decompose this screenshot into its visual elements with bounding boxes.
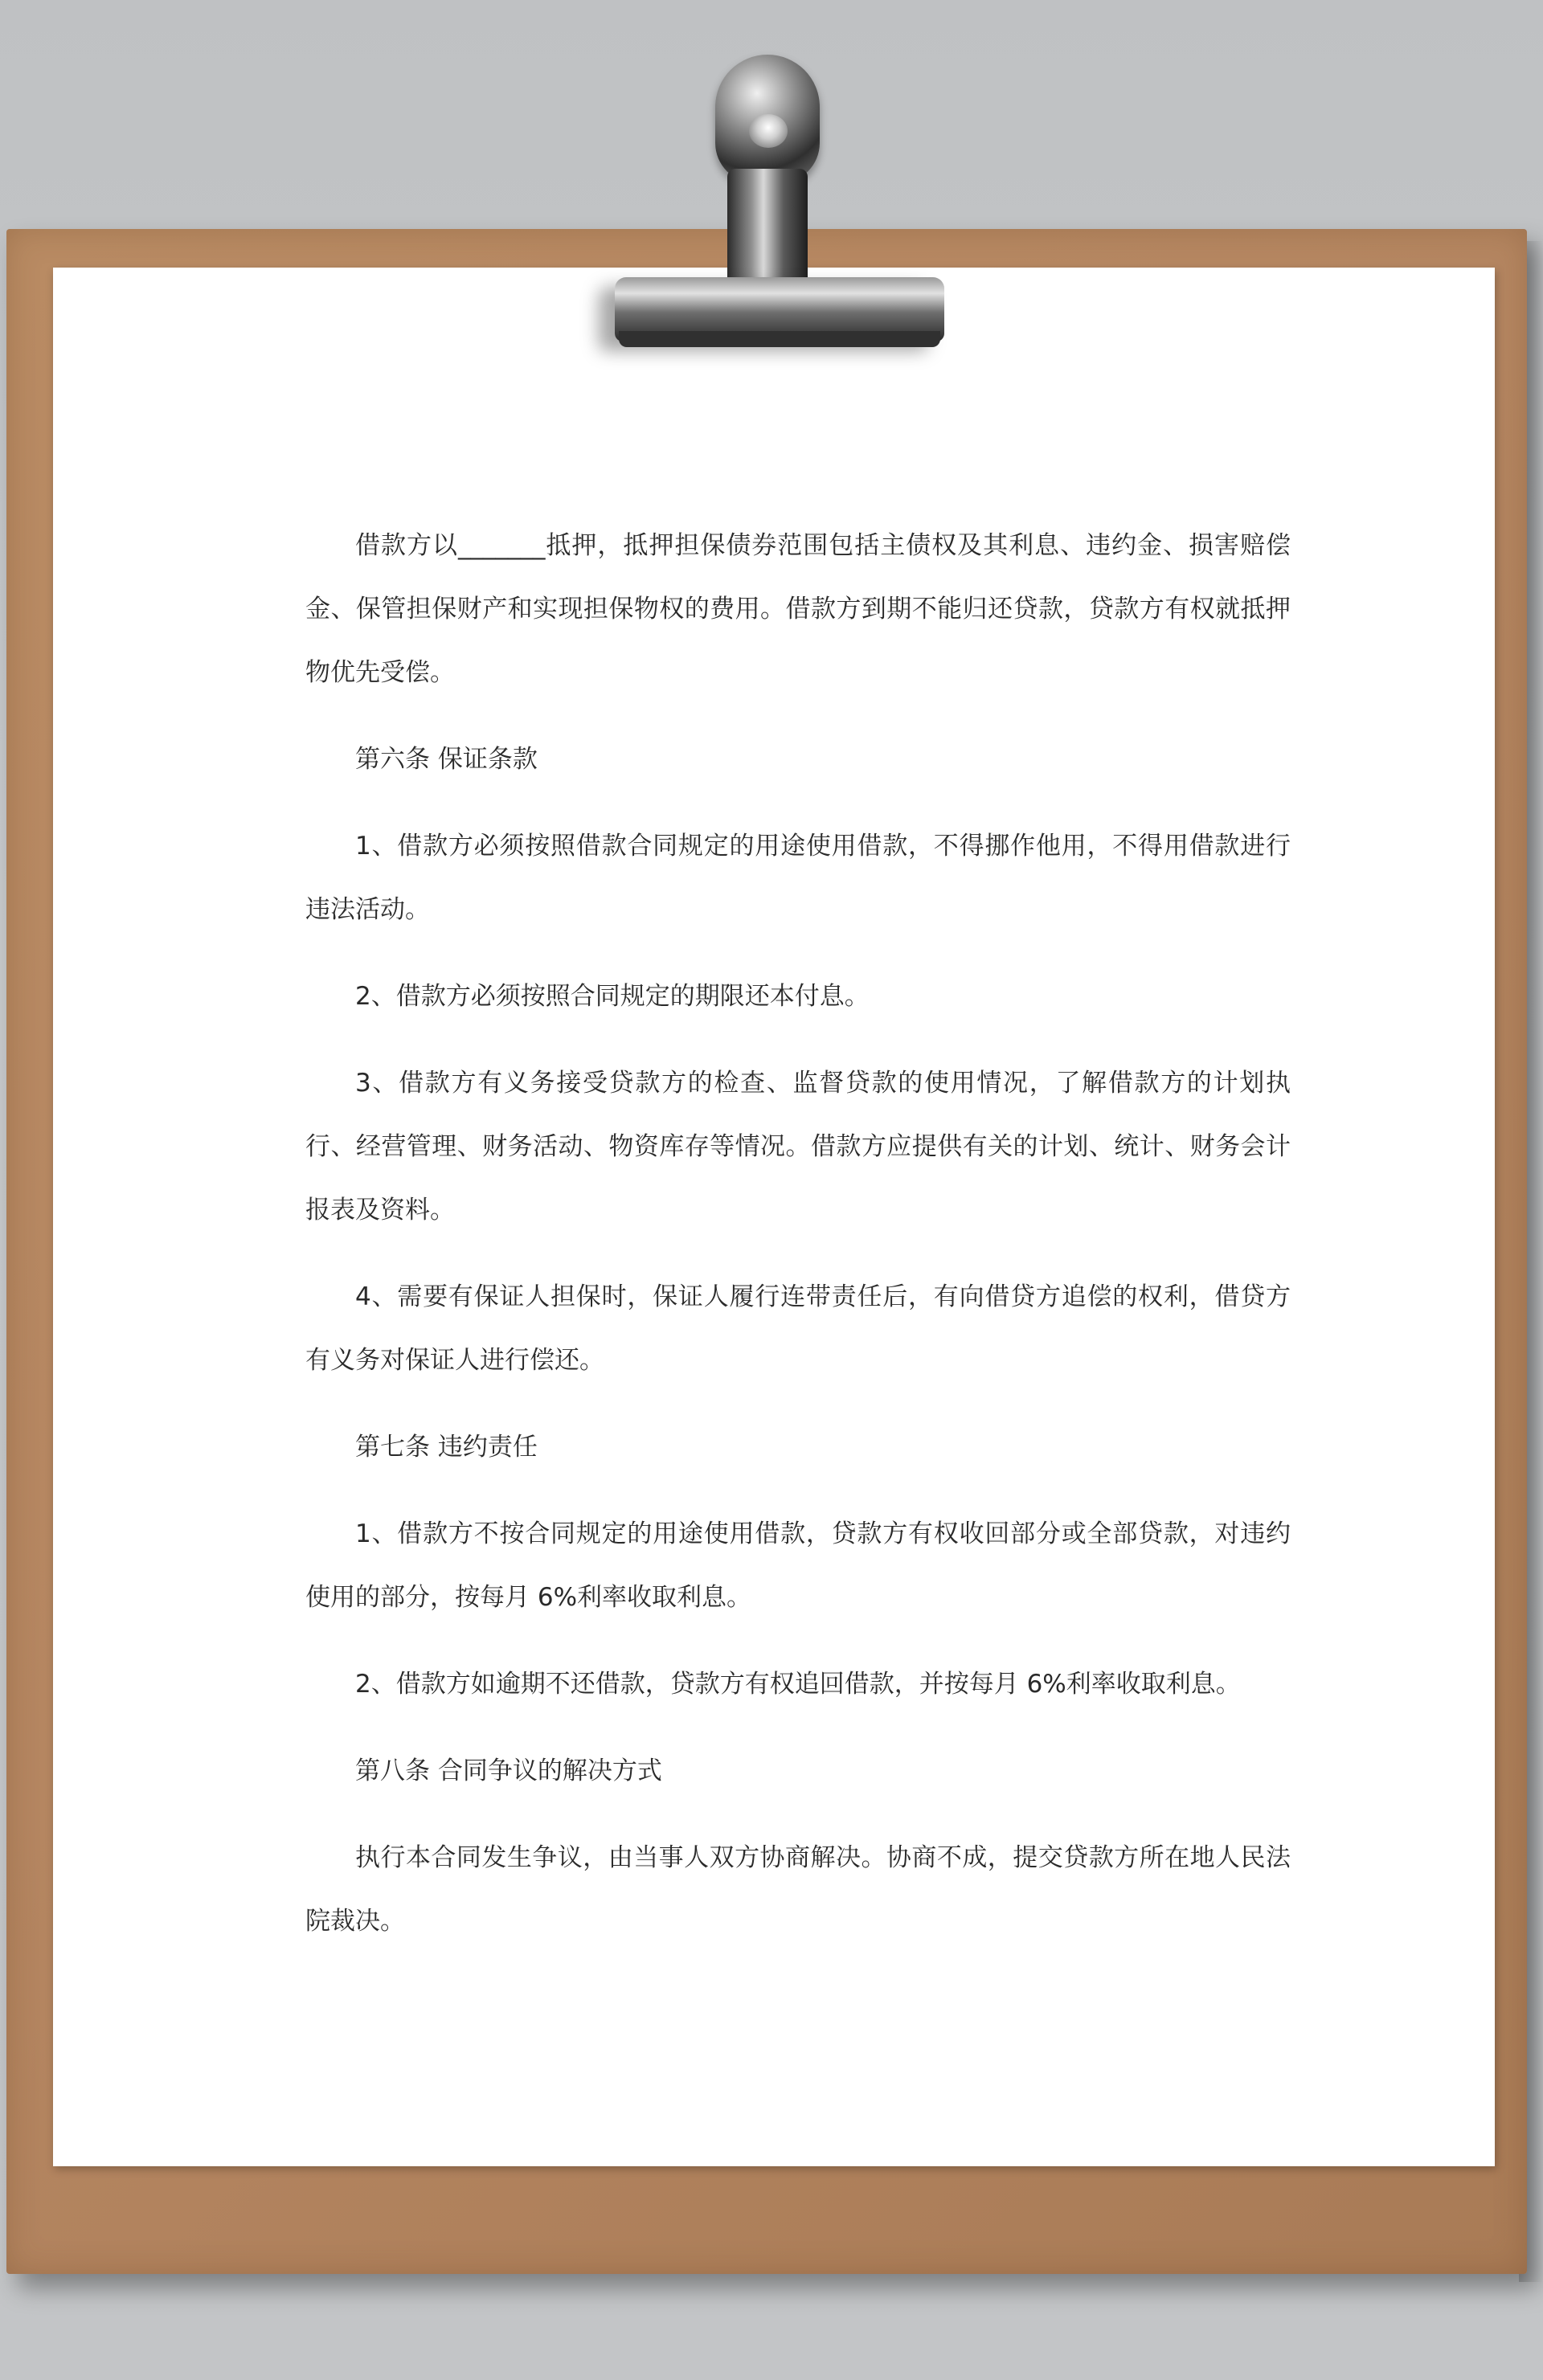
paragraph-6-1: 1、借款方必须按照借款合同规定的用途使用借款，不得挪作他用，不得用借款进行违法活动。 [305,832,1291,924]
section-heading-8: 第八条 合同争议的解决方式 [355,1756,662,1785]
paragraph-mortgage: 借款方以_______抵押，抵押担保债券范围包括主债权及其利息、违约金、损害赔偿金、保管担保财产和实现担保物权的费用。借款方到期不能归还贷款，贷款方有权就抵押物优先受偿。 [305,531,1291,687]
clip-bar-edge [619,331,940,347]
clip-ring-hole [749,114,788,148]
paragraph-6-2: 2、借款方必须按照合同规定的期限还本付息。 [355,982,870,1011]
section-heading-6: 第六条 保证条款 [355,745,538,774]
paragraph-6-3: 3、借款方有义务接受贷款方的检查、监督贷款的使用情况，了解借款方的计划执行、经营管理、财务活动、物资库存等情况。借款方应提供有关的计划、统计、财务会计报表及资料。 [305,1069,1291,1225]
document-body [305,514,1291,1977]
binder-clip [571,48,956,354]
paragraph-7-1: 1、借款方不按合同规定的用途使用借款，贷款方有权收回部分或全部贷款，对违约使用的部分，按每月 6%利率收取利息。 [305,1519,1291,1612]
section-heading-7: 第七条 违约责任 [355,1433,538,1462]
paragraph-6-4: 4、需要有保证人担保时，保证人履行连带责任后，有向借贷方追偿的权利，借贷方有义务对保证人进行偿还。 [305,1282,1291,1375]
paragraph-8-1: 执行本合同发生争议，由当事人双方协商解决。协商不成，提交贷款方所在地人民法院裁决。 [305,1843,1291,1936]
paragraph-7-2: 2、借款方如逾期不还借款，贷款方有权追回借款，并按每月 6%利率收取利息。 [355,1670,1241,1699]
